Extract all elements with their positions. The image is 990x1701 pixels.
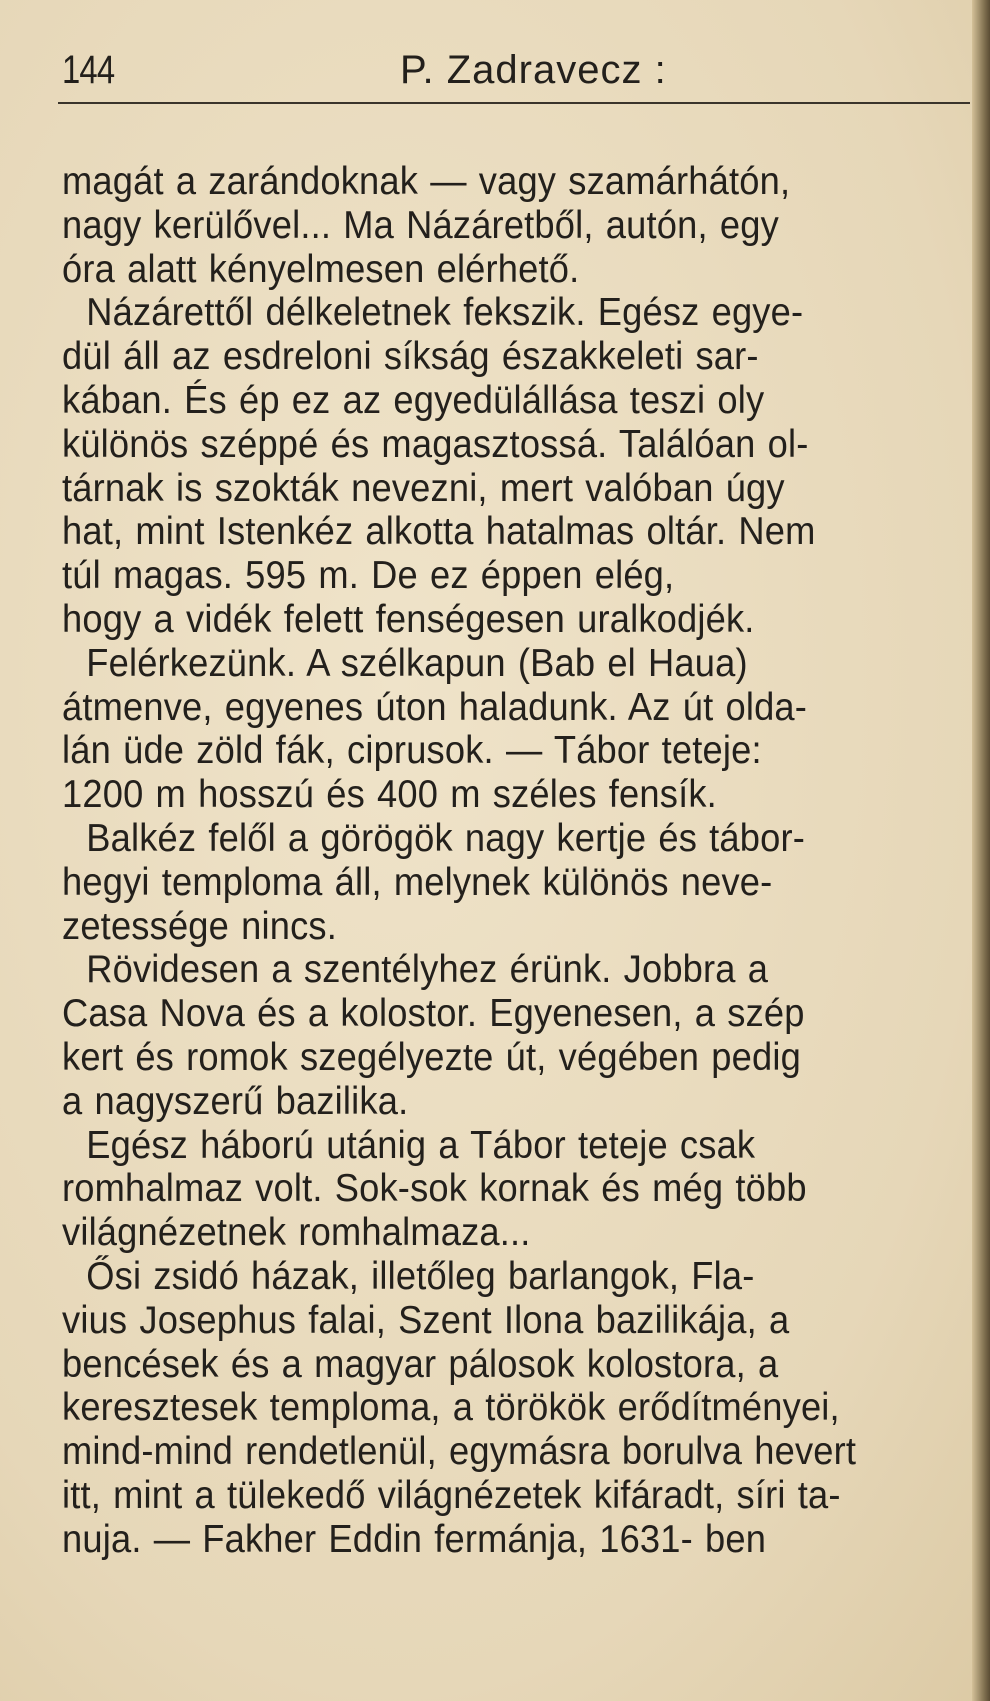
page-number: 144 <box>62 48 115 92</box>
text-line: különös széppé és magasztossá. Találóan ol- <box>62 422 809 466</box>
text-line: nuja. — Fakher Eddin fermánja, 1631- ben <box>62 1517 767 1561</box>
running-head: P. Zadravecz : <box>400 48 667 92</box>
page-header <box>62 48 967 96</box>
text-line: átmenve, egyenes úton haladunk. Az út olda- <box>62 685 808 729</box>
text-line: Egész háború utánig a Tábor teteje csak <box>62 1123 756 1167</box>
text-line: hegyi temploma áll, melynek különös neve- <box>62 860 773 904</box>
text-line: Ősi zsidó házak, illetőleg barlangok, Fla- <box>62 1254 755 1298</box>
text-line: hogy a vidék felett fenségesen uralkodjék. <box>62 597 755 641</box>
text-line: Balkéz felől a görögök nagy kertje és tábor- <box>62 816 806 860</box>
text-line: túl magas. 595 m. De ez éppen elég, <box>62 554 675 598</box>
text-line: Názárettől délkeletnek fekszik. Egész egye- <box>62 291 804 335</box>
text-line: Felérkezünk. A szélkapun (Bab el Haua) <box>62 641 748 685</box>
text-line: bencések és a magyar pálosok kolostora, a <box>62 1342 779 1386</box>
text-line: hat, mint Istenkéz alkotta hatalmas oltár. Nem <box>62 510 816 554</box>
text-line: nagy kerülővel... Ma Názáretből, autón, egy <box>62 203 779 247</box>
text-line: romhalmaz volt. Sok-sok kornak és még több <box>62 1167 807 1211</box>
text-line: keresztesek temploma, a törökök erődítményei, <box>62 1386 840 1430</box>
text-line: óra alatt kényelmesen elérhető. <box>62 247 580 291</box>
text-line: 1200 m hosszú és 400 m széles fensík. <box>62 773 717 817</box>
text-line: mind-mind rendetlenül, egymásra borulva hevert <box>62 1430 857 1474</box>
text-line: vius Josephus falai, Szent Ilona bazilikája, a <box>62 1298 790 1342</box>
page-edge-shadow <box>972 0 990 1701</box>
text-line: világnézetnek romhalmaza... <box>62 1211 531 1255</box>
text-line: dül áll az esdreloni síkság északkeleti sar- <box>62 335 759 379</box>
text-line: Casa Nova és a kolostor. Egyenesen, a szép <box>62 992 805 1036</box>
text-line: Rövidesen a szentélyhez érünk. Jobbra a <box>62 948 769 992</box>
header-rule <box>58 102 970 104</box>
text-line: kert és romok szegélyezte út, végében pedig <box>62 1035 801 1079</box>
text-line: kában. És ép ez az egyedülállása teszi oly <box>62 378 765 422</box>
text-line: zetessége nincs. <box>62 904 338 948</box>
text-line: magát a zarándoknak — vagy szamárhátón, <box>62 160 791 203</box>
text-line: lán üde zöld fák, ciprusok. — Tábor teteje: <box>62 729 762 773</box>
text-line: tárnak is szokták nevezni, mert valóban úgy <box>62 466 785 510</box>
body-text <box>62 160 982 1562</box>
text-line: itt, mint a tülekedő világnézetek kifáradt, síri ta- <box>62 1473 841 1517</box>
text-line: a nagyszerű bazilika. <box>62 1079 409 1123</box>
